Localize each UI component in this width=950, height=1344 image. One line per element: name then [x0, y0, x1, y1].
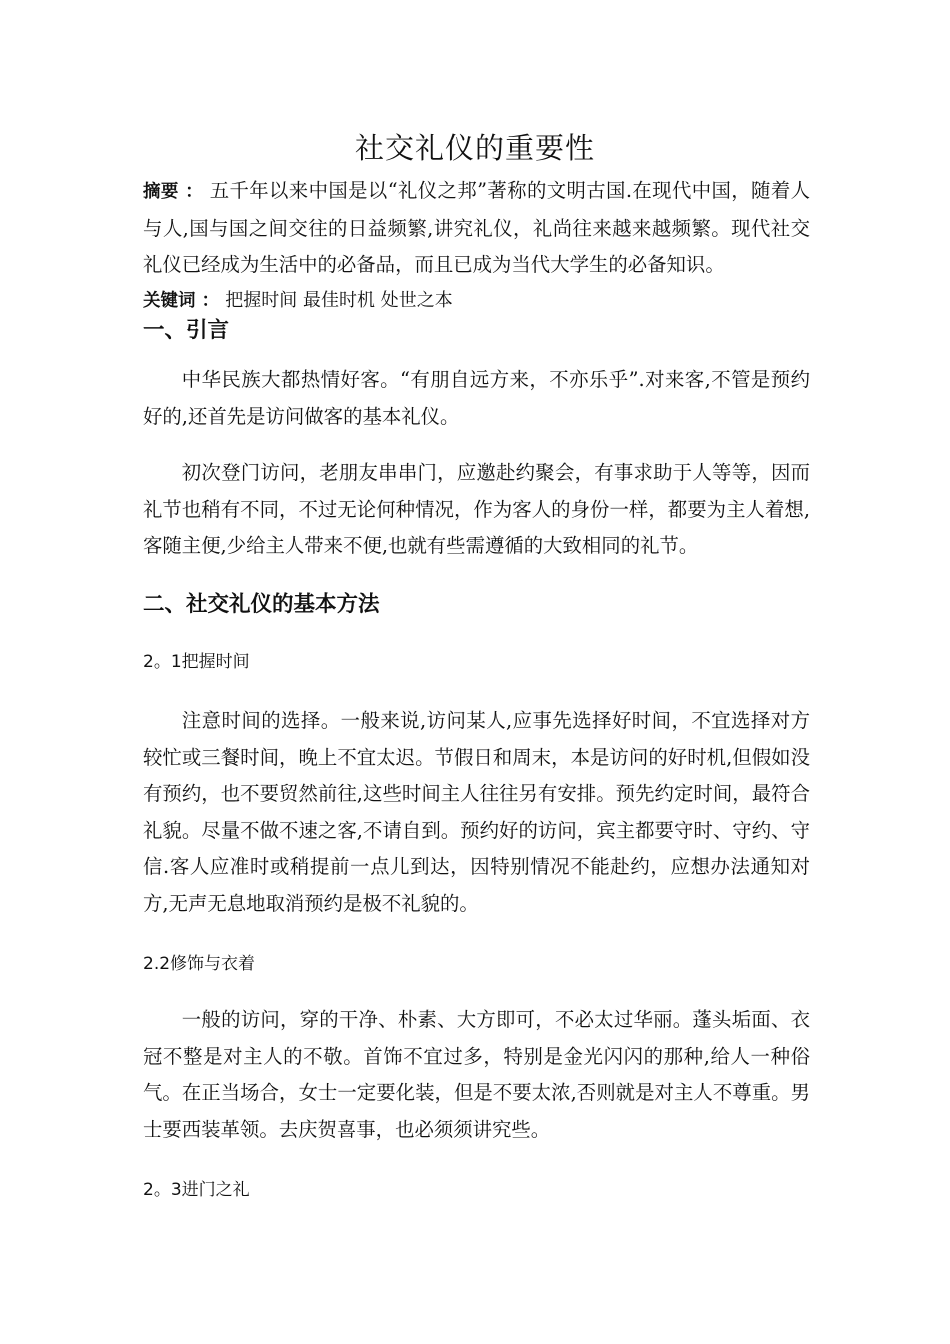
subsection-heading-entering: 2。3进门之礼	[143, 1180, 250, 1200]
intro-paragraph-2: 初次登门访问，老朋友串串门，应邀赴约聚会，有事求助于人等等，因而礼节也稍有不同，不过无论何种情况，作为客人的身份一样，都要为主人着想,客随主便,少给主人带来不便,也就有些需遵循的大致相同的礼节。	[143, 461, 810, 557]
section-heading-introduction: 一、引言	[143, 318, 230, 343]
document-title: 社交礼仪的重要性	[354, 131, 595, 165]
abstract-text: 五千年以来中国是以“礼仪之邦”著称的文明古国.在现代中国，随着人与人,国与国之间交往的日益频繁,讲究礼仪，礼尚往来越来越频繁。现代社交礼仪已经成为生活中的必备品，而且已成为当代大学生的必备知识。	[143, 179, 810, 276]
abstract	[143, 173, 810, 284]
keywords-label: 关键词 ：	[143, 291, 220, 311]
subsection-heading-attire: 2.2修饰与衣着	[143, 954, 256, 974]
intro-paragraph-1: 中华民族大都热情好客。“有朋自远方来，不亦乐乎”.对来客,不管是预约好的,还首先是访问做客的基本礼仪。	[143, 368, 810, 428]
abstract-label: 摘要 ：	[143, 182, 204, 202]
keywords	[143, 282, 810, 320]
keywords-text: 把握时间 最佳时机 处世之本	[225, 290, 453, 311]
timing-paragraph: 注意时间的选择。一般来说,访问某人,应事先选择好时间，不宜选择对方较忙或三餐时间，晚上不宜太迟。节假日和周末，本是访问的好时机,但假如没有预约，也不要贸然前往,这些时间主人往往另有安排。预先约定时间，最符合礼貌。尽量不做不速之客,不请自到。预约好的访问，宾主都要守时、守约、守信.客人应准时或稍提前一点儿到达，因特别情况不能赴约，应想办法通知对方,无声无息地取消预约是极不礼貌的。	[143, 709, 810, 915]
attire-paragraph: 一般的访问，穿的干净、朴素、大方即可，不必太过华丽。蓬头垢面、衣冠不整是对主人的不敬。首饰不宜过多，特别是金光闪闪的那种,给人一种俗气。在正当场合，女士一定要化装，但是不要太浓,否则就是对主人不尊重。男士要西装革领。去庆贺喜事，也必须须讲究些。	[143, 1008, 810, 1141]
subsection-heading-timing: 2。1把握时间	[143, 652, 250, 672]
section-heading-basic-methods: 二、社交礼仪的基本方法	[143, 592, 380, 617]
